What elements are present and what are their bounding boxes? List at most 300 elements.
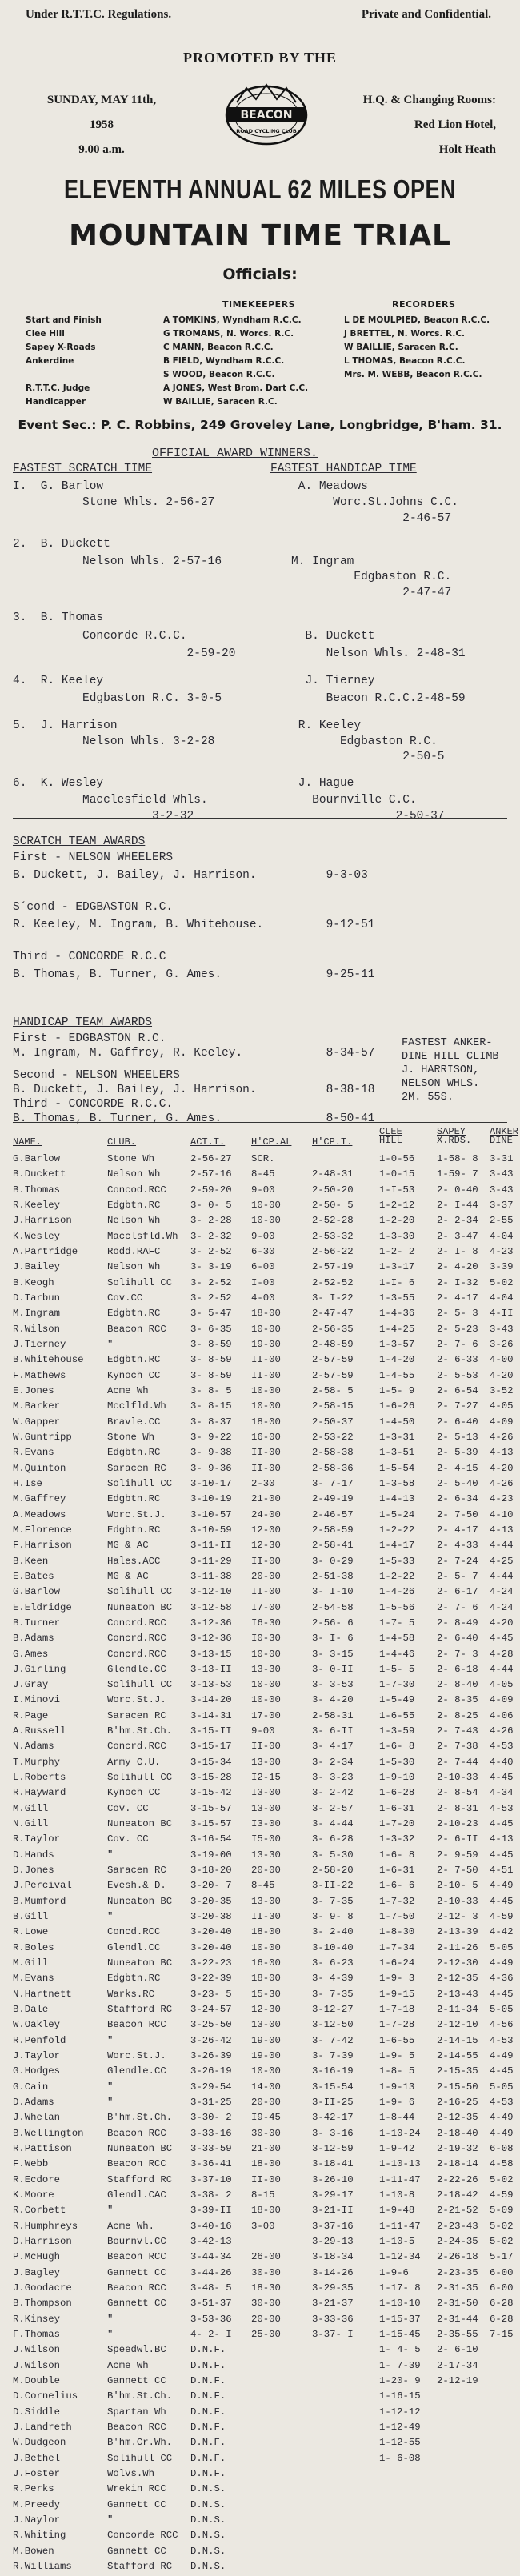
result-cell: 2-54-58 bbox=[312, 1601, 354, 1613]
result-cell: 2-58-15 bbox=[312, 1400, 354, 1412]
result-cell: N.Gill bbox=[13, 1818, 49, 1830]
beacon-club-logo bbox=[222, 80, 310, 147]
result-cell: 3-25-50 bbox=[190, 2019, 232, 2031]
result-cell: 19-00 bbox=[251, 1338, 281, 1350]
result-cell: 2-11-26 bbox=[437, 1941, 478, 1953]
result-cell: 1-9-6 bbox=[379, 2266, 409, 2278]
result-cell: 24-00 bbox=[251, 1508, 281, 1520]
award-line: Nelson Whls. 2-57-16 M. Ingram bbox=[13, 555, 354, 568]
result-cell: 1-7-18 bbox=[379, 2004, 415, 2016]
result-cell: 18-00 bbox=[251, 1973, 281, 1985]
result-cell: D.N.F. bbox=[190, 2344, 226, 2356]
result-cell: B'hm.St.Ch. bbox=[107, 2390, 173, 2402]
result-cell: 1-11-47 bbox=[379, 2173, 421, 2185]
result-cell: 6-00 bbox=[251, 1261, 275, 1273]
result-cell: 3-29-13 bbox=[312, 2235, 354, 2247]
result-cell: R.Evans bbox=[13, 1447, 54, 1459]
result-cell: Kynoch CC bbox=[107, 1369, 161, 1381]
result-cell: Macclsfld.Wh bbox=[107, 1230, 178, 1242]
result-cell: 2-15-35 bbox=[437, 2065, 478, 2077]
awards-heading: OFFICIAL AWARD WINNERS. bbox=[152, 447, 318, 460]
result-cell: 2- 7-27 bbox=[437, 1400, 478, 1412]
result-cell: 8-45 bbox=[251, 1168, 275, 1180]
result-cell: 1-9-15 bbox=[379, 1988, 415, 2000]
result-cell: 1-5-33 bbox=[379, 1555, 415, 1567]
result-cell: 4-44 bbox=[490, 1540, 514, 1552]
result-cell: 1-8-30 bbox=[379, 1926, 415, 1938]
handicap-team-line: M. Ingram, M. Gaffrey, R. Keeley. 8-34-57 bbox=[13, 1047, 375, 1060]
result-cell: 2-46-57 bbox=[312, 1508, 354, 1520]
result-cell: 6-00 bbox=[490, 2266, 514, 2278]
result-cell: 2-10-23 bbox=[437, 1818, 478, 1830]
result-cell: 4-45 bbox=[490, 1849, 514, 1861]
official-role bbox=[26, 368, 102, 382]
result-cell: 3-42-13 bbox=[190, 2235, 232, 2247]
result-cell: B.Thomas bbox=[13, 1184, 61, 1196]
result-cell: " bbox=[107, 1849, 114, 1861]
result-cell: B.Dale bbox=[13, 2004, 49, 2016]
confidentiality-note: Private and Confidential. bbox=[361, 8, 491, 21]
event-year: 1958 bbox=[90, 118, 114, 131]
result-cell: D.N.F. bbox=[190, 2359, 226, 2371]
result-cell: 3- 3-15 bbox=[312, 1648, 354, 1660]
result-cell: Acme Wh bbox=[107, 2359, 149, 2371]
result-cell: 3-10-17 bbox=[190, 1477, 232, 1489]
result-cell: 2-57-16 bbox=[190, 1168, 232, 1180]
result-cell: 2-50- 5 bbox=[312, 1199, 354, 1211]
result-cell: 3-26-39 bbox=[190, 2050, 232, 2062]
result-cell: 13-30 bbox=[251, 1663, 281, 1675]
result-cell: M.Barker bbox=[13, 1400, 61, 1412]
result-cell: Stone Wh bbox=[107, 1431, 155, 1443]
official-role: Start and Finish bbox=[26, 315, 102, 325]
award-line: 4. R. Keeley J. Tierney bbox=[13, 675, 375, 687]
hq-venue: Red Lion Hotel, bbox=[414, 118, 496, 131]
result-cell: 10-00 bbox=[251, 1323, 281, 1335]
official-role: R.T.T.C. Judge bbox=[26, 383, 90, 393]
result-cell: 4-24 bbox=[490, 1586, 514, 1598]
result-cell: B.Wellington bbox=[13, 2127, 84, 2139]
result-cell: A.Partridge bbox=[13, 1245, 78, 1257]
result-cell: Worc.St.J. bbox=[107, 1694, 166, 1706]
result-cell: 3- 2-28 bbox=[190, 1215, 232, 1227]
result-cell: 1-4-20 bbox=[379, 1354, 415, 1366]
result-cell: 1-2-20 bbox=[379, 1215, 415, 1227]
result-cell: 2-11-34 bbox=[437, 2004, 478, 2016]
result-cell: J.Wilson bbox=[13, 2359, 61, 2371]
handicap-team-line: B. Thomas, B. Turner, G. Ames. 8-50-41 bbox=[13, 1112, 375, 1125]
result-cell: 2- 7-43 bbox=[437, 1725, 478, 1737]
result-cell: J.Bagley bbox=[13, 2266, 61, 2278]
result-cell: W.Dudgeon bbox=[13, 2437, 66, 2449]
result-cell: 12-00 bbox=[251, 1524, 281, 1536]
result-cell: R.Penfold bbox=[13, 2034, 66, 2046]
result-cell: 2- 7- 6 bbox=[437, 1338, 478, 1350]
result-cell: 4-53 bbox=[490, 2097, 514, 2109]
result-cell: 3-43 bbox=[490, 1168, 514, 1180]
result-cell: 1-6- 6 bbox=[379, 1880, 415, 1892]
result-cell: D.N.F. bbox=[190, 2437, 226, 2449]
result-cell: 2- I- 8 bbox=[437, 1245, 478, 1257]
result-cell: 1-2- 2 bbox=[379, 1245, 415, 1257]
result-cell: MG & AC bbox=[107, 1570, 149, 1582]
result-cell: 2- 9-59 bbox=[437, 1849, 478, 1861]
result-cell: F.Thomas bbox=[13, 2328, 61, 2340]
column-header: CLEE HILL bbox=[379, 1126, 402, 1146]
recorder: J BRETTEL, N. Worcs. R.C. bbox=[344, 329, 466, 339]
result-cell: 3- 6-II bbox=[312, 1725, 354, 1737]
result-cell: R.Humphreys bbox=[13, 2220, 78, 2232]
result-cell: 3-44-26 bbox=[190, 2266, 232, 2278]
result-cell: Glendle.CC bbox=[107, 2065, 166, 2077]
result-cell: 2-51-38 bbox=[312, 1570, 354, 1582]
result-cell: 1-8-44 bbox=[379, 2112, 415, 2124]
result-cell: 3- 2-34 bbox=[312, 1756, 354, 1768]
result-cell: 1- 4- 5 bbox=[379, 2344, 421, 2356]
result-cell: 3-37-16 bbox=[312, 2220, 354, 2232]
result-cell: Nuneaton BC bbox=[107, 2143, 173, 2154]
result-cell: 1-2-22 bbox=[379, 1570, 415, 1582]
result-cell: D.Hands bbox=[13, 1849, 54, 1861]
result-cell: D.N.F. bbox=[190, 2374, 226, 2386]
result-cell: Worc.St.J. bbox=[107, 1508, 166, 1520]
result-cell: 1-12-12 bbox=[379, 2406, 421, 2418]
result-cell: Solihull CC bbox=[107, 1477, 173, 1489]
result-cell: 4-51 bbox=[490, 1865, 514, 1877]
result-cell: P.McHugh bbox=[13, 2251, 61, 2263]
result-cell: II-00 bbox=[251, 2173, 281, 2185]
result-cell: 3-15-57 bbox=[190, 1818, 232, 1830]
result-cell: 2-53-22 bbox=[312, 1431, 354, 1443]
result-cell: 4-20 bbox=[490, 1462, 514, 1474]
scratch-team-heading: SCRATCH TEAM AWARDS bbox=[13, 835, 146, 848]
result-cell: 30-00 bbox=[251, 2266, 281, 2278]
result-cell: 3- 8-59 bbox=[190, 1354, 232, 1366]
result-cell: 16-00 bbox=[251, 1957, 281, 1969]
result-cell: 5-02 bbox=[490, 2220, 514, 2232]
result-cell: 2-58-59 bbox=[312, 1524, 354, 1536]
column-header: H'CP.AL bbox=[251, 1136, 292, 1148]
result-cell: 3-11-29 bbox=[190, 1555, 232, 1567]
result-cell: 4-56 bbox=[490, 2019, 514, 2031]
result-cell: 3-16-54 bbox=[190, 1833, 232, 1845]
result-cell: 2-59-20 bbox=[190, 1184, 232, 1196]
result-cell: 2-58- 5 bbox=[312, 1384, 354, 1396]
result-cell: 1-58- 8 bbox=[437, 1153, 478, 1164]
result-cell: R.Lowe bbox=[13, 1926, 49, 1938]
award-line: 2. B. Duckett bbox=[13, 538, 110, 551]
result-cell: Wolvs.Wh bbox=[107, 2467, 155, 2479]
result-cell: J.Percival bbox=[13, 1880, 72, 1892]
result-cell: R.Perks bbox=[13, 2483, 54, 2495]
result-cell: 3-20-38 bbox=[190, 1911, 232, 1923]
result-cell: Solihull CC bbox=[107, 1586, 173, 1598]
handicap-team-line: Third - CONCORDE R.C.C. bbox=[13, 1098, 174, 1111]
result-cell: 3-29-35 bbox=[312, 2282, 354, 2294]
result-cell: 4-26 bbox=[490, 1725, 514, 1737]
result-cell: 1-4-58 bbox=[379, 1633, 415, 1645]
result-cell: 3- 5-30 bbox=[312, 1849, 354, 1861]
result-cell: Edgbtn.RC bbox=[107, 1447, 161, 1459]
result-cell: Beacon RCC bbox=[107, 1323, 166, 1335]
result-cell: Worc.St.J. bbox=[107, 2050, 166, 2062]
result-cell: 3- 2-52 bbox=[190, 1245, 232, 1257]
result-cell: Spartan Wh bbox=[107, 2406, 166, 2418]
result-cell: 1-0-15 bbox=[379, 1168, 415, 1180]
result-cell: " bbox=[107, 2313, 114, 2325]
result-cell: M.Evans bbox=[13, 1973, 54, 1985]
result-cell: 3-16-19 bbox=[312, 2065, 354, 2077]
result-cell: 2- 5-53 bbox=[437, 1369, 478, 1381]
result-cell: 1-7-50 bbox=[379, 1911, 415, 1923]
result-cell: 1-20- 9 bbox=[379, 2374, 421, 2386]
result-cell: 1-I- 6 bbox=[379, 1276, 415, 1288]
result-cell: 1-3-32 bbox=[379, 1833, 415, 1845]
result-cell: 12-30 bbox=[251, 2004, 281, 2016]
result-cell: 3- I-10 bbox=[312, 1586, 354, 1598]
result-cell: " bbox=[107, 2205, 114, 2217]
result-cell: 1-9- 3 bbox=[379, 1973, 415, 1985]
result-cell: 4-06 bbox=[490, 1709, 514, 1721]
result-cell: 3-37 bbox=[490, 1199, 514, 1211]
result-cell: 3-37-10 bbox=[190, 2173, 232, 2185]
result-cell: Nuneaton BC bbox=[107, 1895, 173, 1907]
result-cell: 3-13-53 bbox=[190, 1679, 232, 1691]
result-cell: 2-24-35 bbox=[437, 2235, 478, 2247]
result-cell: 4-II bbox=[490, 1308, 514, 1320]
result-cell: 2-31-44 bbox=[437, 2313, 478, 2325]
result-cell: B.Duckett bbox=[13, 1168, 66, 1180]
result-cell: R.Taylor bbox=[13, 1833, 61, 1845]
result-cell: Stafford RC bbox=[107, 2004, 173, 2016]
result-cell: 13-00 bbox=[251, 1756, 281, 1768]
result-cell: 20-00 bbox=[251, 2313, 281, 2325]
result-cell: 3-10-19 bbox=[190, 1493, 232, 1505]
result-cell: L.Roberts bbox=[13, 1772, 66, 1784]
result-cell: Concrd.RCC bbox=[107, 1633, 166, 1645]
result-cell: 3-23- 5 bbox=[190, 1988, 232, 2000]
logo-word: BEACON bbox=[240, 109, 293, 122]
result-cell: 3-14-26 bbox=[312, 2266, 354, 2278]
result-cell: 4-09 bbox=[490, 1694, 514, 1706]
result-cell: 3- 0-29 bbox=[312, 1555, 354, 1567]
result-cell: D.N.S. bbox=[190, 2483, 226, 2495]
result-cell: Concrd.RCC bbox=[107, 1741, 166, 1753]
result-cell: 1-10-5 bbox=[379, 2235, 415, 2247]
result-cell: 3-44-34 bbox=[190, 2251, 232, 2263]
event-secretary: Event Sec.: P. C. Robbins, 249 Groveley Lane, Longbridge, B'ham. 31. bbox=[18, 418, 502, 432]
result-cell: 3-14-31 bbox=[190, 1709, 232, 1721]
result-cell: 4-58 bbox=[490, 2158, 514, 2170]
result-cell: Acme Wh bbox=[107, 1384, 149, 1396]
result-cell: J.Taylor bbox=[13, 2050, 61, 2062]
result-cell: 2- 5- 3 bbox=[437, 1308, 478, 1320]
result-cell: Cov. CC bbox=[107, 1833, 149, 1845]
result-cell: II-00 bbox=[251, 1354, 281, 1366]
result-cell: 2-58-31 bbox=[312, 1709, 354, 1721]
result-cell: 2-56- 6 bbox=[312, 1617, 354, 1629]
result-cell: 3- 9-36 bbox=[190, 1462, 232, 1474]
result-cell: Army C.U. bbox=[107, 1756, 161, 1768]
result-cell: A.Russell bbox=[13, 1725, 66, 1737]
result-cell: 1-11-47 bbox=[379, 2220, 421, 2232]
result-cell: 3- 2-40 bbox=[312, 1926, 354, 1938]
result-cell: Bournvl.CC bbox=[107, 2235, 166, 2247]
result-cell: 2- 7- 3 bbox=[437, 1648, 478, 1660]
result-cell: 2-50-20 bbox=[312, 1184, 354, 1196]
result-cell: 3-10-59 bbox=[190, 1524, 232, 1536]
main-title: MOUNTAIN TIME TRIAL bbox=[69, 219, 451, 252]
result-cell: R.Kinsey bbox=[13, 2313, 61, 2325]
result-cell: T.Murphy bbox=[13, 1756, 61, 1768]
result-cell: 4-49 bbox=[490, 1957, 514, 1969]
result-cell: 3-12-59 bbox=[312, 2143, 354, 2154]
result-cell: 18-30 bbox=[251, 2282, 281, 2294]
result-cell: D.Tarbun bbox=[13, 1292, 61, 1304]
result-cell: M.Quinton bbox=[13, 1462, 66, 1474]
result-cell: Saracen RC bbox=[107, 1462, 166, 1474]
result-cell: 3-15-28 bbox=[190, 1772, 232, 1784]
result-cell: 3- 8- 5 bbox=[190, 1384, 232, 1396]
result-cell: R.Whiting bbox=[13, 2530, 66, 2542]
result-cell: 3- 3-53 bbox=[312, 1679, 354, 1691]
result-cell: 1-5-49 bbox=[379, 1694, 415, 1706]
result-cell: 2- 6-34 bbox=[437, 1493, 478, 1505]
result-cell: F.Webb bbox=[13, 2158, 49, 2170]
result-cell: 2-35-55 bbox=[437, 2328, 478, 2340]
result-cell: 10-00 bbox=[251, 1215, 281, 1227]
result-cell: 1-9- 6 bbox=[379, 2097, 415, 2109]
result-cell: Solihull CC bbox=[107, 1276, 173, 1288]
result-cell: 26-00 bbox=[251, 2251, 281, 2263]
result-cell: I3-00 bbox=[251, 1787, 281, 1799]
result-cell: 16-00 bbox=[251, 1431, 281, 1443]
result-cell: 1-6- 8 bbox=[379, 1849, 415, 1861]
result-cell: 2- 5-23 bbox=[437, 1323, 478, 1335]
result-cell: B.Keen bbox=[13, 1555, 49, 1567]
result-cell: R.Boles bbox=[13, 1941, 54, 1953]
result-cell: D.Adams bbox=[13, 2097, 54, 2109]
result-cell: 3-18-41 bbox=[312, 2158, 354, 2170]
result-cell: Evesh.& D. bbox=[107, 1880, 166, 1892]
result-cell: R.Corbett bbox=[13, 2205, 66, 2217]
result-cell: 3-12-36 bbox=[190, 1633, 232, 1645]
result-cell: 5-05 bbox=[490, 2081, 514, 2093]
result-cell: 2-58-20 bbox=[312, 1865, 354, 1877]
result-cell: Concrd.RCC bbox=[107, 1648, 166, 1660]
result-cell: Edgbtn.RC bbox=[107, 1973, 161, 1985]
officials-timekeepers bbox=[163, 314, 308, 409]
column-header: ACT.T. bbox=[190, 1136, 226, 1148]
result-cell: Gannett CC bbox=[107, 2545, 166, 2557]
result-cell: Edgbtn.RC bbox=[107, 1308, 161, 1320]
timekeepers-heading: TIMEKEEPERS bbox=[222, 299, 296, 310]
result-cell: 4-45 bbox=[490, 1988, 514, 2000]
team-award-line: S´cond - EDGBASTON R.C. bbox=[13, 901, 174, 914]
result-cell: R.Wilson bbox=[13, 1323, 61, 1335]
result-cell: D.Cornelius bbox=[13, 2390, 78, 2402]
result-cell: B.Whitehouse bbox=[13, 1354, 84, 1366]
team-award-line: First - NELSON WHEELERS bbox=[13, 851, 174, 864]
result-cell: J.Whelan bbox=[13, 2112, 61, 2124]
handicap-team-heading: HANDICAP TEAM AWARDS bbox=[13, 1016, 153, 1029]
result-cell: E.Eldridge bbox=[13, 1601, 72, 1613]
result-cell: 1-6-28 bbox=[379, 1787, 415, 1799]
result-cell: Beacon RCC bbox=[107, 2421, 166, 2433]
result-cell: 2-56-22 bbox=[312, 1245, 354, 1257]
result-cell: 2- 6-17 bbox=[437, 1586, 478, 1598]
result-cell: 3-10-57 bbox=[190, 1508, 232, 1520]
result-cell: 14-00 bbox=[251, 2081, 281, 2093]
result-cell: 3-40-16 bbox=[190, 2220, 232, 2232]
result-cell: 3-14-20 bbox=[190, 1694, 232, 1706]
result-cell: J.Goodacre bbox=[13, 2282, 72, 2294]
result-cell: D.N.S. bbox=[190, 2545, 226, 2557]
result-cell: 2-47-47 bbox=[312, 1308, 354, 1320]
result-cell: II-00 bbox=[251, 1462, 281, 1474]
result-cell: J.Bailey bbox=[13, 1261, 61, 1273]
official-role: Clee Hill bbox=[26, 329, 65, 339]
timekeeper: B FIELD, Wyndham R.C.C. bbox=[163, 356, 285, 366]
timekeeper: S WOOD, Beacon R.C.C. bbox=[163, 370, 275, 379]
result-cell: 3-15-54 bbox=[312, 2081, 354, 2093]
result-cell: II-30 bbox=[251, 1911, 281, 1923]
result-cell: 4-13 bbox=[490, 1833, 514, 1845]
column-header: SAPEY X.RDS. bbox=[437, 1126, 472, 1146]
result-cell: 4-00 bbox=[490, 1354, 514, 1366]
result-cell: 1-12-55 bbox=[379, 2437, 421, 2449]
result-cell: 4-59 bbox=[490, 2189, 514, 2201]
result-cell: 20-00 bbox=[251, 2097, 281, 2109]
result-cell: G.Ames bbox=[13, 1648, 49, 1660]
result-cell: W.Guntripp bbox=[13, 1431, 72, 1443]
result-cell: 10-00 bbox=[251, 1679, 281, 1691]
result-cell: 3- 8-59 bbox=[190, 1369, 232, 1381]
result-cell: 3- 8-59 bbox=[190, 1338, 232, 1350]
result-cell: 3-39 bbox=[490, 1261, 514, 1273]
result-cell: 3- 7-17 bbox=[312, 1477, 354, 1489]
result-cell: B.Thompson bbox=[13, 2298, 72, 2310]
result-cell: 2- 5-40 bbox=[437, 1477, 478, 1489]
result-cell: J.Foster bbox=[13, 2467, 61, 2479]
result-cell: 1-5- 9 bbox=[379, 1384, 415, 1396]
result-cell: I7-00 bbox=[251, 1601, 281, 1613]
result-cell: Concrd.RCC bbox=[107, 1617, 166, 1629]
result-cell: D.N.F. bbox=[190, 2406, 226, 2418]
result-cell: Solihull CC bbox=[107, 1772, 173, 1784]
result-cell: 4-26 bbox=[490, 1431, 514, 1443]
result-cell: 5-05 bbox=[490, 1941, 514, 1953]
award-line: Edgbaston R.C. 3-0-5 Beacon R.C.C.2-48-59 bbox=[13, 692, 466, 705]
result-cell: 3-20- 7 bbox=[190, 1880, 232, 1892]
result-cell: 1- 6-08 bbox=[379, 2452, 421, 2464]
recorder bbox=[344, 382, 490, 395]
result-cell: II-00 bbox=[251, 1555, 281, 1567]
result-cell: 21-00 bbox=[251, 2143, 281, 2154]
result-cell: 1-6- 8 bbox=[379, 1741, 415, 1753]
result-cell: 4-59 bbox=[490, 1911, 514, 1923]
result-cell: 1-8- 5 bbox=[379, 2065, 415, 2077]
result-cell: 1-4-26 bbox=[379, 1586, 415, 1598]
result-cell: 3-12-10 bbox=[190, 1586, 232, 1598]
result-cell: Beacon RCC bbox=[107, 2019, 166, 2031]
result-cell: 1-3-17 bbox=[379, 1261, 415, 1273]
result-cell: 1-4-17 bbox=[379, 1540, 415, 1552]
result-cell: D.Harrison bbox=[13, 2235, 72, 2247]
result-cell: 6-28 bbox=[490, 2313, 514, 2325]
result-cell: 2- 5- 7 bbox=[437, 1570, 478, 1582]
result-cell: 1-0-56 bbox=[379, 1153, 415, 1164]
